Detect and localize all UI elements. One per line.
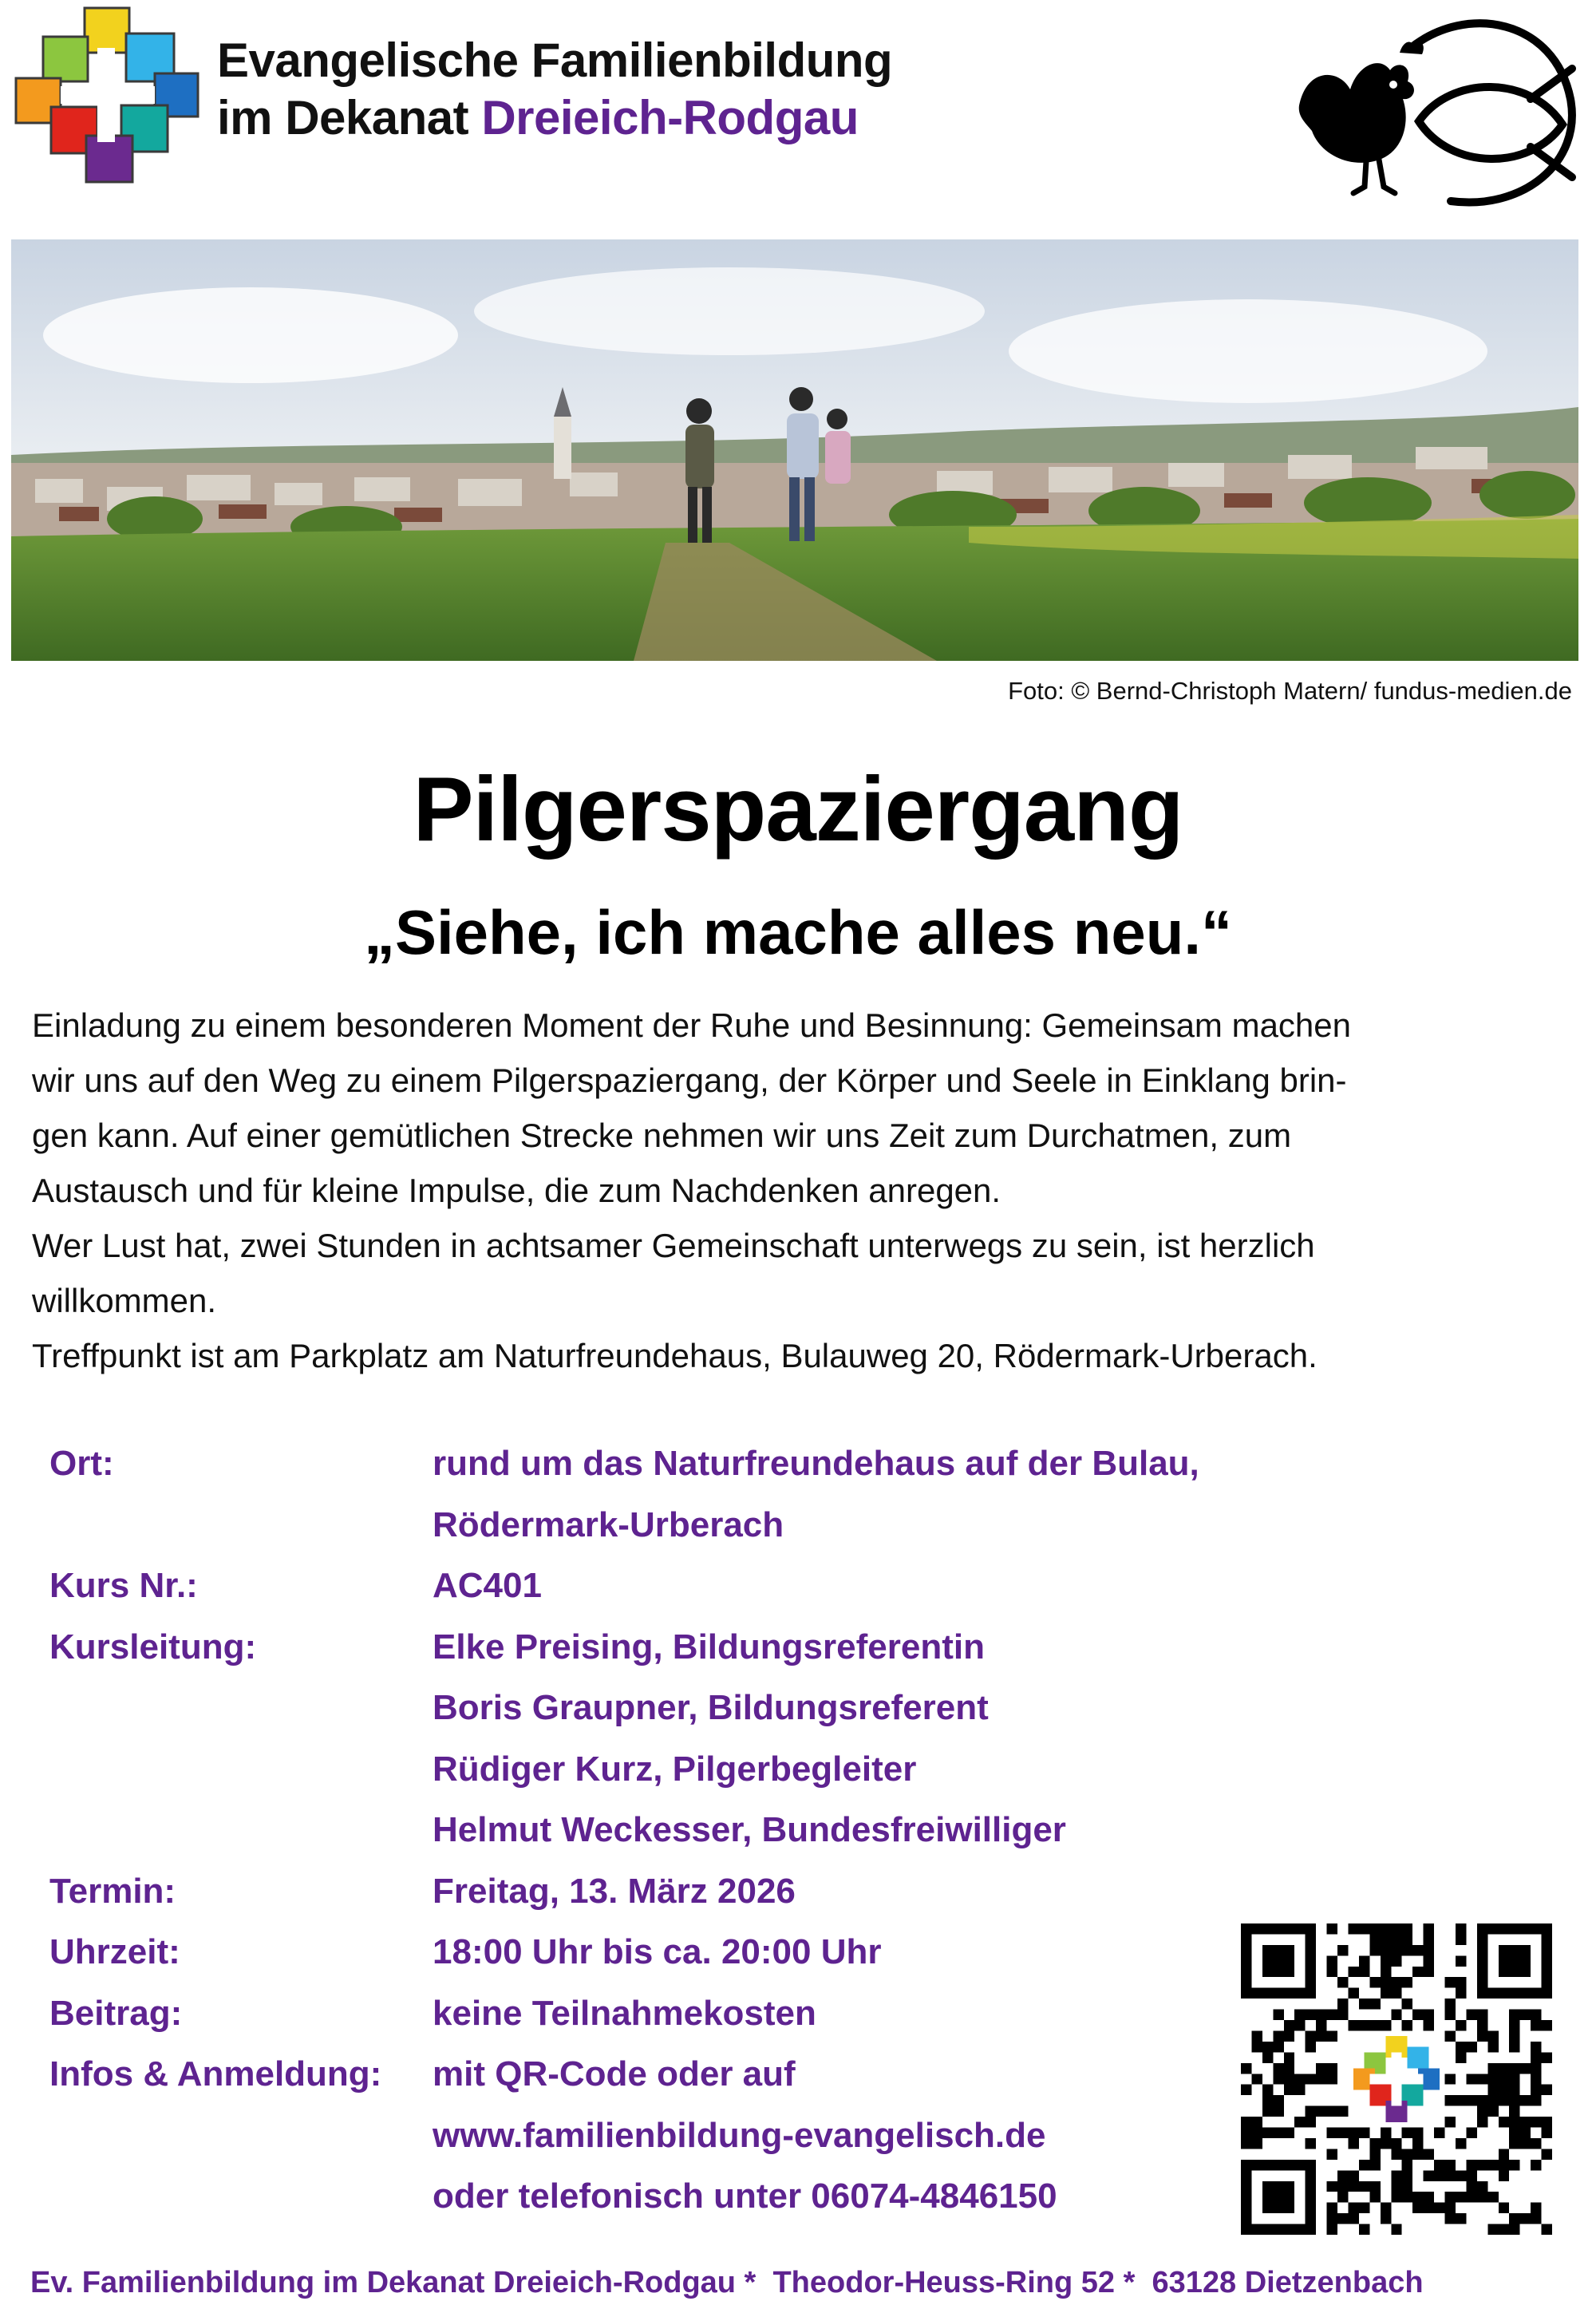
description-line: gen kann. Auf einer gemütlichen Strecke nehmen wir uns Zeit zum Durchatmen, zum (32, 1117, 1292, 1154)
detail-label-termin: Termin: (49, 1871, 176, 1911)
detail-value-beitrag: keine Teilnahmekosten (433, 1993, 816, 2033)
detail-value-termin: Freitag, 13. März 2026 (433, 1871, 796, 1911)
detail-value-ort: Rödermark-Urberach (433, 1504, 784, 1544)
detail-value-kursleitung: Rüdiger Kurz, Pilgerbegleiter (433, 1749, 917, 1789)
detail-value-phone: oder telefonisch unter 06074-4846150 (433, 2176, 1057, 2216)
photo-credit: Foto: © Bernd-Christoph Matern/ fundus-medien.de (1008, 677, 1572, 705)
detail-value-kursleitung: Boris Graupner, Bildungsreferent (433, 1688, 989, 1727)
detail-value-kursleitung: Helmut Weckesser, Bundesfreiwilliger (433, 1810, 1066, 1849)
detail-value-uhrzeit: 18:00 Uhr bis ca. 20:00 Uhr (433, 1932, 882, 1971)
detail-row-kursleitung (49, 1617, 1231, 1861)
description-line: wir uns auf den Weg zu einem Pilgerspaziergang, der Körper und Seele in Einklang brin- (32, 1062, 1347, 1099)
organization-logo-icon (14, 5, 200, 187)
detail-value-ort: rund um das Naturfreundehaus auf der Bulau, (433, 1444, 1199, 1483)
description-text (32, 998, 1564, 1383)
detail-row-infos (49, 2044, 1231, 2228)
organization-name (217, 32, 1015, 147)
org-name-line2 (217, 89, 1015, 147)
detail-value-kurs-nr: AC401 (433, 1566, 542, 1605)
qr-code-icon[interactable] (1241, 1923, 1552, 2235)
detail-label-uhrzeit: Uhrzeit: (49, 1932, 180, 1971)
description-line: willkommen. (32, 1282, 217, 1319)
detail-label-infos: Infos & Anmeldung: (49, 2054, 382, 2093)
detail-row-ort (49, 1433, 1231, 1556)
detail-row-kurs-nr (49, 1556, 1231, 1617)
description-line: Wer Lust hat, zwei Stunden in achtsamer Gemeinschaft unterwegs zu sein, ist herzlich (32, 1227, 1315, 1264)
course-details (49, 1433, 1231, 2228)
page-title: Pilgerspaziergang (413, 759, 1183, 860)
description-line: Einladung zu einem besonderen Moment der Ruhe und Besinnung: Gemeinsam machen (32, 1006, 1352, 1044)
detail-label-kurs-nr: Kurs Nr.: (49, 1566, 198, 1605)
org-name-line2-accent: Dreieich-Rodgau (481, 91, 859, 144)
detail-row-beitrag (49, 1983, 1231, 2045)
header-photo (11, 239, 1578, 661)
page-subtitle: „Siehe, ich mache alles neu.“ (363, 897, 1233, 967)
detail-row-termin (49, 1861, 1231, 1923)
detail-value-kursleitung: Elke Preising, Bildungsreferentin (433, 1627, 985, 1666)
description-line: Treffpunkt ist am Parkplatz am Naturfreundehaus, Bulauweg 20, Rödermark-Urberach. (32, 1337, 1317, 1374)
org-name-line2-prefix: im Dekanat (217, 91, 469, 144)
description-line: Austausch und für kleine Impulse, die zum Nachdenken anregen. (32, 1172, 1001, 1209)
website-link[interactable]: www.familienbildung-evangelisch.de (433, 2115, 1046, 2155)
detail-label-ort: Ort: (49, 1444, 114, 1483)
detail-row-uhrzeit (49, 1922, 1231, 1983)
footer-address: Ev. Familienbildung im Dekanat Dreieich-Rodgau * Theodor-Heuss-Ring 52 * 63128 Dietzenbach (30, 2266, 1424, 2299)
org-name-line1: Evangelische Familienbildung (217, 34, 893, 87)
detail-label-kursleitung: Kursleitung: (49, 1627, 257, 1666)
detail-label-beitrag: Beitrag: (49, 1993, 183, 2033)
rooster-and-fish-emblem-icon (1291, 11, 1577, 211)
detail-value-infos: mit QR-Code oder auf (433, 2054, 796, 2093)
